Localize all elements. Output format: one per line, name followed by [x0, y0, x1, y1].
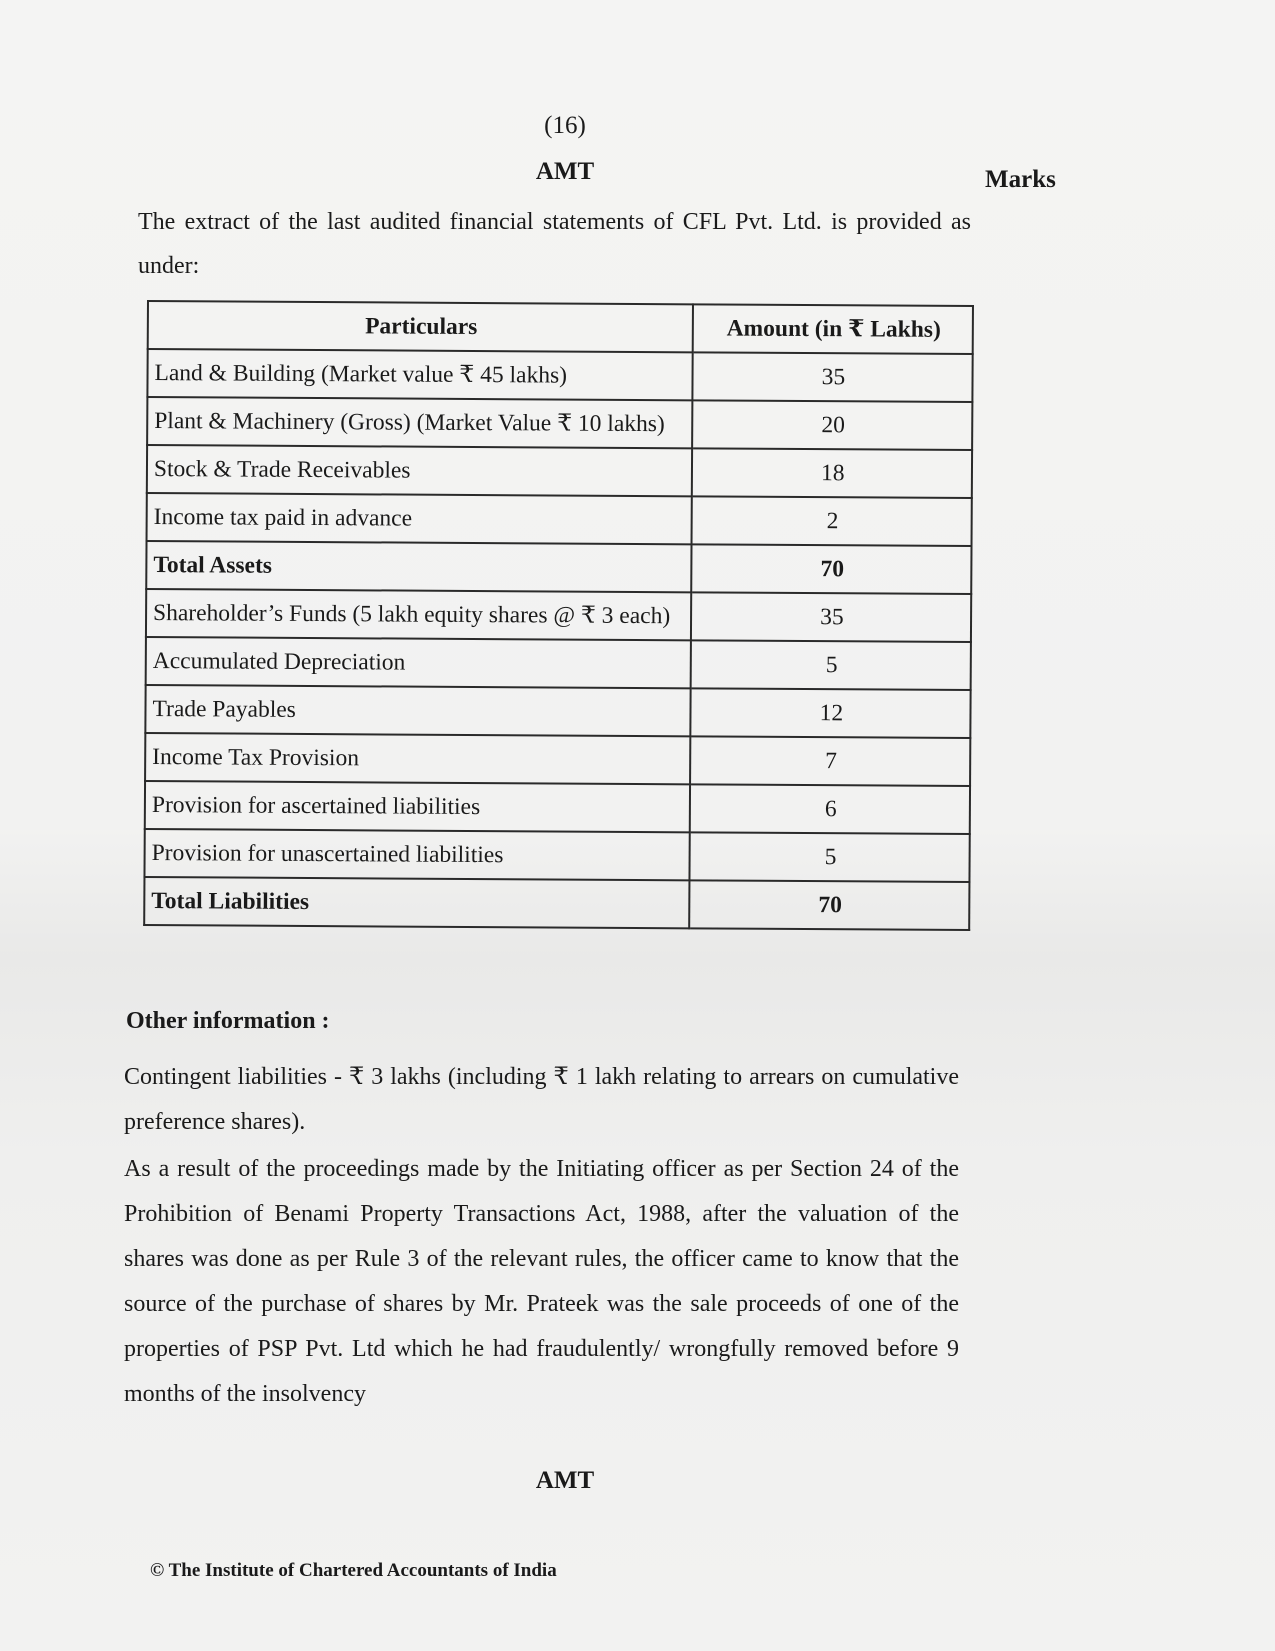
row-amount: 7	[690, 736, 971, 786]
other-information-heading: Other information :	[126, 1008, 330, 1034]
row-amount: 20	[692, 400, 973, 450]
row-particular: Provision for ascertained liabilities	[145, 781, 690, 832]
row-amount: 35	[691, 592, 972, 642]
intro-paragraph: The extract of the last audited financial statements of CFL Pvt. Ltd. is provided as under:	[138, 209, 971, 279]
row-amount: 18	[692, 448, 973, 498]
table-row	[147, 349, 972, 402]
table-header-row	[148, 301, 973, 354]
table-row	[146, 589, 971, 642]
table-row	[147, 445, 972, 498]
row-amount: 6	[690, 784, 971, 834]
table-row	[144, 829, 969, 882]
header-paper-code: AMT	[535, 158, 595, 185]
row-particular: Provision for unascertained liabilities	[144, 829, 689, 880]
table-row	[147, 397, 972, 450]
table-row	[147, 493, 972, 546]
row-amount: 5	[689, 832, 970, 882]
row-amount: 70	[691, 544, 972, 594]
row-particular: Trade Payables	[145, 685, 690, 736]
table-row	[145, 733, 970, 786]
copyright-notice: © The Institute of Chartered Accountants of India	[150, 1560, 557, 1581]
row-amount: 70	[689, 880, 970, 930]
row-particular: Total Liabilities	[144, 877, 689, 928]
row-particular: Income tax paid in advance	[147, 493, 692, 544]
financial-statement-table	[143, 300, 974, 931]
total-assets-row	[146, 541, 971, 594]
column-header-amount: Amount (in ₹ Lakhs)	[692, 304, 973, 354]
table-row	[145, 685, 970, 738]
row-particular: Accumulated Depreciation	[146, 637, 691, 688]
row-particular: Total Assets	[146, 541, 691, 592]
row-particular: Income Tax Provision	[145, 733, 690, 784]
marks-label: Marks	[985, 166, 1056, 193]
column-header-particulars: Particulars	[148, 301, 693, 352]
row-amount: 35	[692, 352, 973, 402]
contingent-liabilities-paragraph: Contingent liabilities - ₹ 3 lakhs (including ₹ 1 lakh relating to arrears on cumulative preference shares).	[124, 1064, 959, 1135]
row-amount: 5	[690, 640, 971, 690]
table-row	[145, 781, 970, 834]
row-particular: Shareholder’s Funds (5 lakh equity shares @ ₹ 3 each)	[146, 589, 691, 640]
row-amount: 12	[690, 688, 971, 738]
total-liabilities-row	[144, 877, 969, 930]
row-amount: 2	[691, 496, 972, 546]
row-particular: Plant & Machinery (Gross) (Market Value ₹ 10 lakhs)	[147, 397, 692, 448]
row-particular: Stock & Trade Receivables	[147, 445, 692, 496]
row-particular: Land & Building (Market value ₹ 45 lakhs)	[147, 349, 692, 400]
page-number: (16)	[544, 112, 586, 139]
footer-paper-code: AMT	[535, 1467, 595, 1494]
proceedings-paragraph: As a result of the proceedings made by the Initiating officer as per Section 24 of the Prohibition of Benami Property Transactions Act, 1988, after the valuation of the shares was done as per Rule 3 of the relevant rules, the officer came to know that the source of the purchase of shares by Mr. Prateek was the sale proceeds of one of the properties of PSP Pvt. Ltd which he had fraudulently/ wrongfully removed before 9 months of the insolvency	[124, 1156, 959, 1407]
table-row	[146, 637, 971, 690]
